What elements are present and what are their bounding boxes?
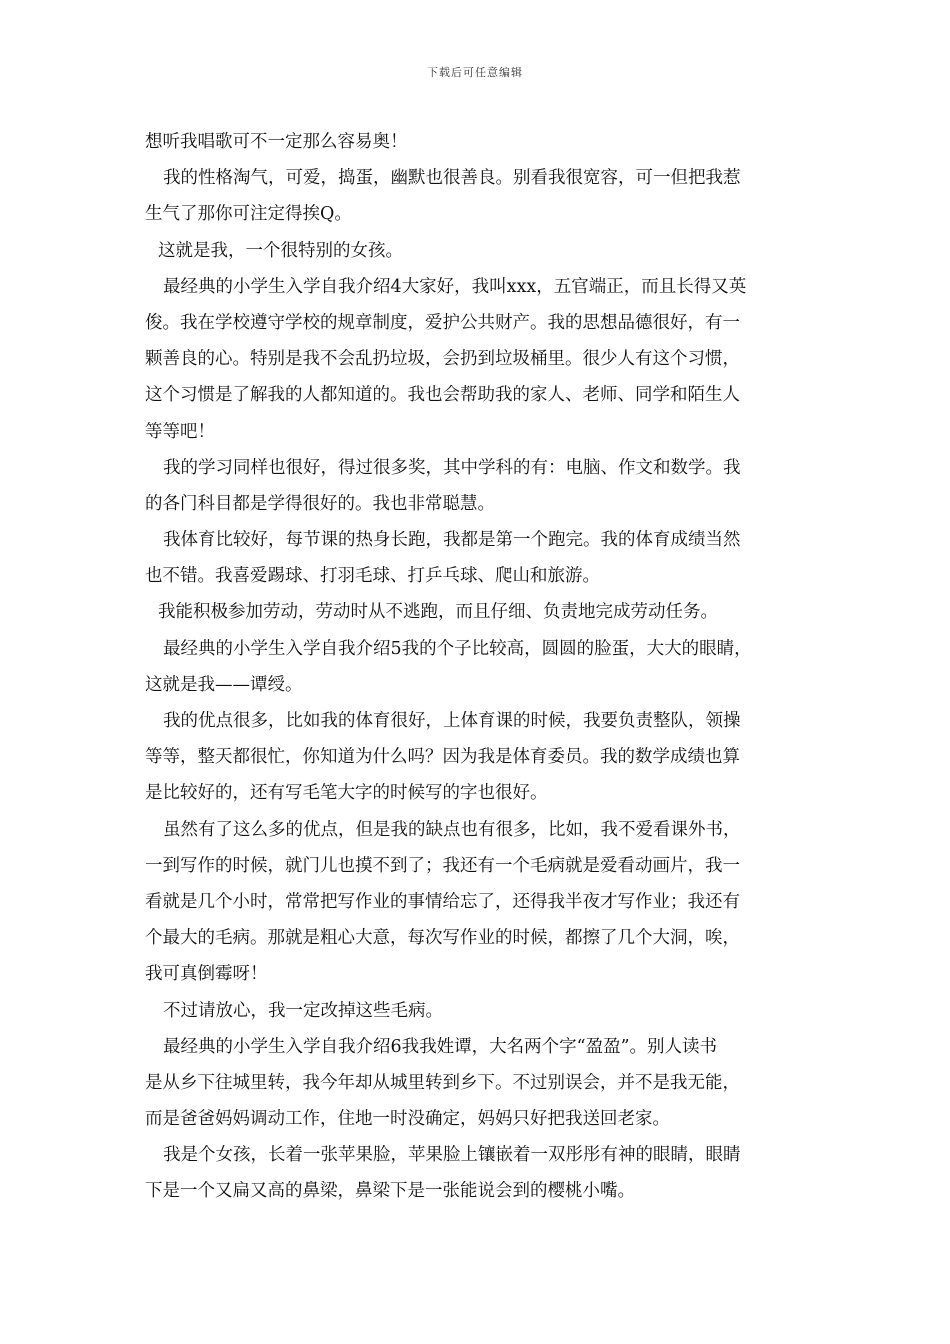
document-body <box>145 124 825 1210</box>
text-line: 一到写作的时候，就门儿也摸不到了；我还有一个毛病就是爱看动画片，我一 <box>145 855 740 876</box>
text-line: 我的性格淘气，可爱，捣蛋，幽默也很善良。别看我很宽容，可一但把我惹 <box>163 168 741 189</box>
text-line: 我的学习同样也很好，得过很多奖，其中学科的有：电脑、作文和数学。我 <box>163 457 741 478</box>
text-line: 下是一个又扁又高的鼻梁，鼻梁下是一张能说会到的樱桃小嘴。 <box>145 1181 635 1202</box>
text-line: 这就是我——谭绶。 <box>145 674 303 695</box>
text-line: 等等吧！ <box>145 421 215 442</box>
text-line: 最经典的小学生入学自我介绍6我我姓谭，大名两个字“盈盈”。别人读书 <box>163 1036 718 1057</box>
text-line: 这个习惯是了解我的人都知道的。我也会帮助我的家人、老师、同学和陌生人 <box>145 385 740 406</box>
text-line: 不过请放心，我一定改掉这些毛病。 <box>163 1000 443 1021</box>
text-line: 最经典的小学生入学自我介绍4大家好，我叫xxx，五官端正，而且长得又英 <box>163 276 747 297</box>
text-line: 我可真倒霉呀！ <box>145 964 268 985</box>
text-line: 是从乡下往城里转，我今年却从城里转到乡下。不过别误会，并不是我无能， <box>145 1072 740 1093</box>
text-line: 我是个女孩，长着一张苹果脸，苹果脸上镶嵌着一双彤彤有神的眼睛，眼睛 <box>163 1145 741 1166</box>
text-line: 我能积极参加劳动，劳动时从不逃跑，而且仔细、负责地完成劳动任务。 <box>158 602 718 623</box>
text-line: 看就是几个小时，常常把写作业的事情给忘了，还得我半夜才写作业；我还有 <box>145 891 740 912</box>
page-header: 下载后可任意编辑 <box>427 66 523 79</box>
text-line: 是比较好的，还有写毛笔大字的时候写的字也很好。 <box>145 783 548 804</box>
text-line: 而是爸爸妈妈调动工作，住地一时没确定，妈妈只好把我送回老家。 <box>145 1109 670 1130</box>
text-line: 也不错。我喜爱踢球、打羽毛球、打乒乓球、爬山和旅游。 <box>145 566 600 587</box>
text-line: 生气了那你可注定得挨Q。 <box>145 204 352 225</box>
text-line: 的各门科目都是学得很好的。我也非常聪慧。 <box>145 493 495 514</box>
text-line: 这就是我，一个很特别的女孩。 <box>158 240 403 261</box>
text-line: 我体育比较好，每节课的热身长跑，我都是第一个跑完。我的体育成绩当然 <box>163 530 741 551</box>
text-line: 虽然有了这么多的优点，但是我的缺点也有很多，比如，我不爱看课外书， <box>163 819 741 840</box>
text-line: 个最大的毛病。那就是粗心大意，每次写作业的时候，都擦了几个大洞，唉， <box>145 928 740 949</box>
text-line: 俊。我在学校遵守学校的规章制度，爱护公共财产。我的思想品德很好，有一 <box>145 312 740 333</box>
text-line: 等等，整天都很忙，你知道为什么吗？因为我是体育委员。我的数学成绩也算 <box>145 747 740 768</box>
text-line: 想听我唱歌可不一定那么容易奥！ <box>145 132 408 152</box>
text-line: 我的优点很多，比如我的体育很好，上体育课的时候，我要负责整队，领操 <box>163 711 741 731</box>
text-line: 颗善良的心。特别是我不会乱扔垃圾，会扔到垃圾桶里。很少人有这个习惯， <box>145 349 740 370</box>
text-line: 最经典的小学生入学自我介绍5我的个子比较高，圆圆的脸蛋，大大的眼睛， <box>163 638 752 659</box>
